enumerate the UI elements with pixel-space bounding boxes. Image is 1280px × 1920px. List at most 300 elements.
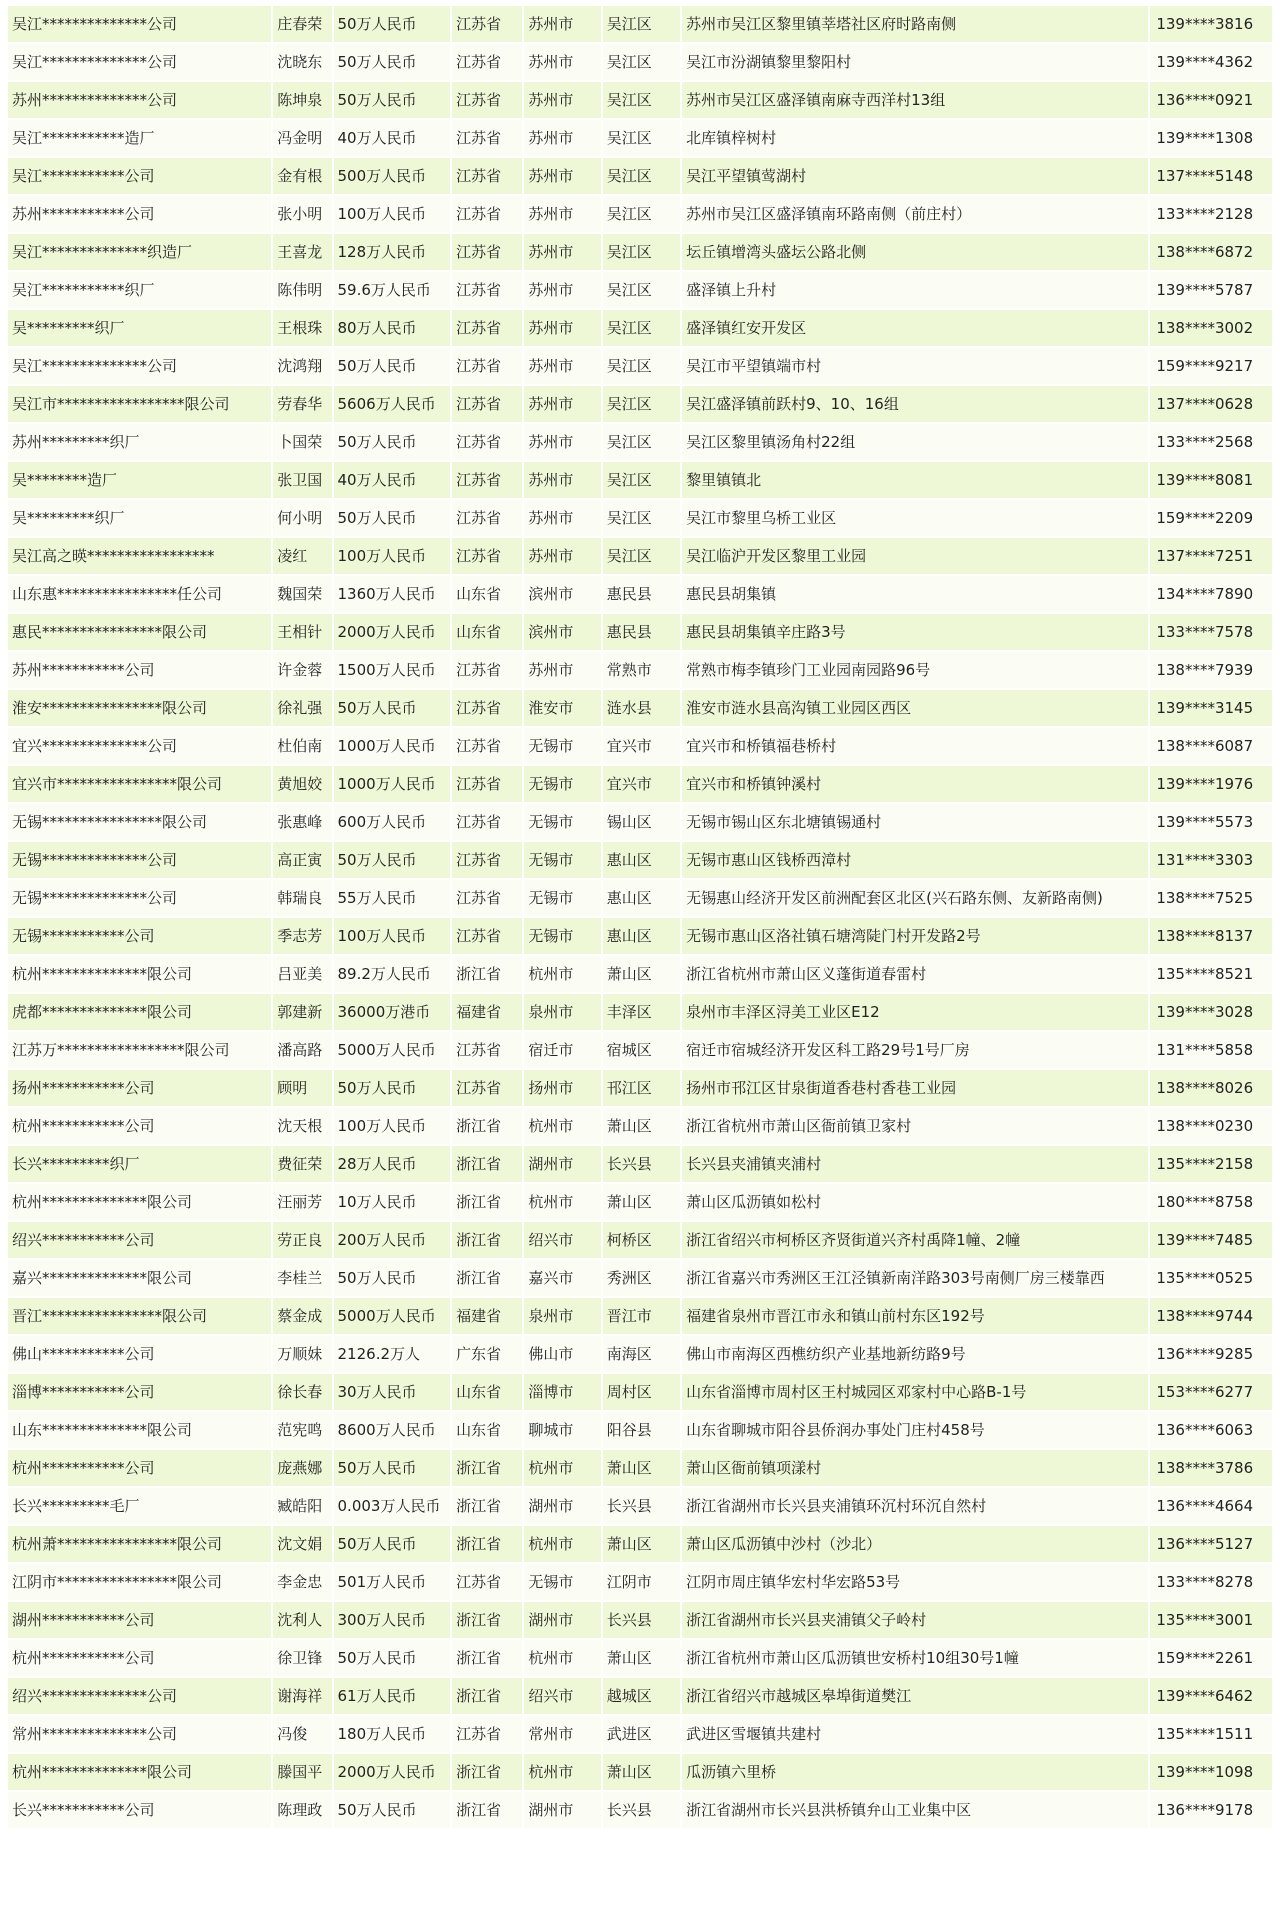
province-cell: 江苏省 (452, 120, 522, 156)
company-name-cell: 吴********造厂 (8, 462, 271, 498)
company-name-cell: 苏州***********公司 (8, 196, 271, 232)
table-row (8, 1298, 1272, 1334)
district-cell: 吴江区 (603, 120, 680, 156)
district-cell: 吴江区 (603, 348, 680, 384)
capital-cell: 300万人民币 (334, 1602, 451, 1638)
address-cell: 淮安市涟水县高沟镇工业园区西区 (682, 690, 1148, 726)
legal-rep-cell: 劳春华 (273, 386, 331, 422)
address-cell: 宜兴市和桥镇钟溪村 (682, 766, 1148, 802)
district-cell: 吴江区 (603, 6, 680, 42)
province-cell: 浙江省 (452, 1260, 522, 1296)
phone-cell: 135****2158 (1150, 1146, 1272, 1182)
address-cell: 无锡市锡山区东北塘镇锡通村 (682, 804, 1148, 840)
city-cell: 绍兴市 (524, 1222, 600, 1258)
capital-cell: 55万人民币 (334, 880, 451, 916)
capital-cell: 5606万人民币 (334, 386, 451, 422)
city-cell: 无锡市 (524, 842, 600, 878)
table-row (8, 918, 1272, 954)
province-cell: 江苏省 (452, 652, 522, 688)
address-cell: 吴江平望镇莺湖村 (682, 158, 1148, 194)
phone-cell: 138****0230 (1150, 1108, 1272, 1144)
city-cell: 杭州市 (524, 1450, 600, 1486)
province-cell: 浙江省 (452, 1678, 522, 1714)
address-cell: 萧山区衙前镇项漾村 (682, 1450, 1148, 1486)
legal-rep-cell: 金有根 (273, 158, 331, 194)
table-row (8, 1070, 1272, 1106)
table-row (8, 500, 1272, 536)
district-cell: 邗江区 (603, 1070, 680, 1106)
phone-cell: 159****2209 (1150, 500, 1272, 536)
district-cell: 吴江区 (603, 82, 680, 118)
phone-cell: 139****6462 (1150, 1678, 1272, 1714)
address-cell: 北库镇梓树村 (682, 120, 1148, 156)
company-name-cell: 吴江***********造厂 (8, 120, 271, 156)
phone-cell: 138****8026 (1150, 1070, 1272, 1106)
table-row (8, 386, 1272, 422)
capital-cell: 5000万人民币 (334, 1298, 451, 1334)
company-name-cell: 宜兴市****************限公司 (8, 766, 271, 802)
province-cell: 浙江省 (452, 1640, 522, 1676)
capital-cell: 40万人民币 (334, 120, 451, 156)
capital-cell: 59.6万人民币 (334, 272, 451, 308)
table-row (8, 614, 1272, 650)
legal-rep-cell: 徐卫锋 (273, 1640, 331, 1676)
phone-cell: 159****9217 (1150, 348, 1272, 384)
legal-rep-cell: 许金蓉 (273, 652, 331, 688)
district-cell: 江阴市 (603, 1564, 680, 1600)
legal-rep-cell: 季志芳 (273, 918, 331, 954)
address-cell: 长兴县夹浦镇夹浦村 (682, 1146, 1148, 1182)
company-name-cell: 山东**************限公司 (8, 1412, 271, 1448)
legal-rep-cell: 庄春荣 (273, 6, 331, 42)
city-cell: 杭州市 (524, 1184, 600, 1220)
table-row (8, 538, 1272, 574)
company-name-cell: 惠民****************限公司 (8, 614, 271, 650)
city-cell: 嘉兴市 (524, 1260, 600, 1296)
phone-cell: 139****3145 (1150, 690, 1272, 726)
district-cell: 宜兴市 (603, 766, 680, 802)
province-cell: 浙江省 (452, 1754, 522, 1790)
company-name-cell: 吴江**************公司 (8, 348, 271, 384)
capital-cell: 50万人民币 (334, 500, 451, 536)
city-cell: 宿迁市 (524, 1032, 600, 1068)
city-cell: 苏州市 (524, 272, 600, 308)
phone-cell: 180****8758 (1150, 1184, 1272, 1220)
province-cell: 江苏省 (452, 880, 522, 916)
province-cell: 福建省 (452, 994, 522, 1030)
city-cell: 苏州市 (524, 462, 600, 498)
address-cell: 泉州市丰泽区浔美工业区E12 (682, 994, 1148, 1030)
address-cell: 瓜沥镇六里桥 (682, 1754, 1148, 1790)
province-cell: 山东省 (452, 1374, 522, 1410)
legal-rep-cell: 魏国荣 (273, 576, 331, 612)
legal-rep-cell: 潘高路 (273, 1032, 331, 1068)
legal-rep-cell: 李桂兰 (273, 1260, 331, 1296)
city-cell: 无锡市 (524, 880, 600, 916)
address-cell: 浙江省杭州市萧山区衙前镇卫家村 (682, 1108, 1148, 1144)
capital-cell: 128万人民币 (334, 234, 451, 270)
address-cell: 吴江市平望镇端市村 (682, 348, 1148, 384)
district-cell: 萧山区 (603, 956, 680, 992)
table-row (8, 120, 1272, 156)
city-cell: 杭州市 (524, 956, 600, 992)
province-cell: 江苏省 (452, 842, 522, 878)
district-cell: 阳谷县 (603, 1412, 680, 1448)
district-cell: 宜兴市 (603, 728, 680, 764)
district-cell: 惠山区 (603, 880, 680, 916)
province-cell: 江苏省 (452, 310, 522, 346)
capital-cell: 100万人民币 (334, 538, 451, 574)
table-row (8, 1374, 1272, 1410)
province-cell: 江苏省 (452, 386, 522, 422)
city-cell: 苏州市 (524, 652, 600, 688)
city-cell: 杭州市 (524, 1108, 600, 1144)
table-row (8, 1488, 1272, 1524)
district-cell: 吴江区 (603, 462, 680, 498)
phone-cell: 139****1098 (1150, 1754, 1272, 1790)
phone-cell: 135****3001 (1150, 1602, 1272, 1638)
table-row (8, 766, 1272, 802)
capital-cell: 36000万港币 (334, 994, 451, 1030)
city-cell: 苏州市 (524, 158, 600, 194)
city-cell: 泉州市 (524, 994, 600, 1030)
capital-cell: 5000万人民币 (334, 1032, 451, 1068)
capital-cell: 500万人民币 (334, 158, 451, 194)
district-cell: 晋江市 (603, 1298, 680, 1334)
address-cell: 苏州市吴江区盛泽镇南环路南侧（前庄村） (682, 196, 1148, 232)
capital-cell: 2000万人民币 (334, 1754, 451, 1790)
legal-rep-cell: 王根珠 (273, 310, 331, 346)
district-cell: 柯桥区 (603, 1222, 680, 1258)
table-row (8, 272, 1272, 308)
district-cell: 萧山区 (603, 1640, 680, 1676)
legal-rep-cell: 冯金明 (273, 120, 331, 156)
address-cell: 坛丘镇增湾头盛坛公路北侧 (682, 234, 1148, 270)
city-cell: 滨州市 (524, 576, 600, 612)
city-cell: 淮安市 (524, 690, 600, 726)
city-cell: 苏州市 (524, 538, 600, 574)
table-row (8, 576, 1272, 612)
address-cell: 黎里镇镇北 (682, 462, 1148, 498)
province-cell: 浙江省 (452, 1184, 522, 1220)
legal-rep-cell: 高正寅 (273, 842, 331, 878)
legal-rep-cell: 黄旭姣 (273, 766, 331, 802)
address-cell: 吴江市汾湖镇黎里黎阳村 (682, 44, 1148, 80)
province-cell: 江苏省 (452, 918, 522, 954)
phone-cell: 138****9744 (1150, 1298, 1272, 1334)
province-cell: 山东省 (452, 614, 522, 650)
address-cell: 江阴市周庄镇华宏村华宏路53号 (682, 1564, 1148, 1600)
address-cell: 无锡市惠山区钱桥西漳村 (682, 842, 1148, 878)
table-row (8, 1184, 1272, 1220)
address-cell: 苏州市吴江区黎里镇莘塔社区府时路南侧 (682, 6, 1148, 42)
city-cell: 无锡市 (524, 918, 600, 954)
province-cell: 江苏省 (452, 44, 522, 80)
province-cell: 浙江省 (452, 1108, 522, 1144)
city-cell: 苏州市 (524, 6, 600, 42)
capital-cell: 50万人民币 (334, 842, 451, 878)
phone-cell: 137****7251 (1150, 538, 1272, 574)
company-name-cell: 宜兴**************公司 (8, 728, 271, 764)
phone-cell: 137****5148 (1150, 158, 1272, 194)
city-cell: 苏州市 (524, 348, 600, 384)
phone-cell: 139****8081 (1150, 462, 1272, 498)
table-row (8, 1792, 1272, 1828)
table-row (8, 1108, 1272, 1144)
district-cell: 吴江区 (603, 500, 680, 536)
address-cell: 福建省泉州市晋江市永和镇山前村东区192号 (682, 1298, 1148, 1334)
district-cell: 宿城区 (603, 1032, 680, 1068)
table-row (8, 1146, 1272, 1182)
province-cell: 江苏省 (452, 158, 522, 194)
district-cell: 常熟市 (603, 652, 680, 688)
company-name-cell: 吴江**************织造厂 (8, 234, 271, 270)
district-cell: 秀洲区 (603, 1260, 680, 1296)
district-cell: 长兴县 (603, 1146, 680, 1182)
phone-cell: 133****2128 (1150, 196, 1272, 232)
legal-rep-cell: 沈利人 (273, 1602, 331, 1638)
table-row (8, 158, 1272, 194)
company-name-cell: 吴*********织厂 (8, 310, 271, 346)
phone-cell: 135****1511 (1150, 1716, 1272, 1752)
legal-rep-cell: 韩瑞良 (273, 880, 331, 916)
city-cell: 泉州市 (524, 1298, 600, 1334)
company-name-cell: 淄博***********公司 (8, 1374, 271, 1410)
company-name-cell: 江苏万*****************限公司 (8, 1032, 271, 1068)
legal-rep-cell: 杜伯南 (273, 728, 331, 764)
table-row (8, 462, 1272, 498)
phone-cell: 136****9178 (1150, 1792, 1272, 1828)
capital-cell: 1000万人民币 (334, 766, 451, 802)
province-cell: 江苏省 (452, 500, 522, 536)
capital-cell: 1360万人民币 (334, 576, 451, 612)
company-name-cell: 杭州**************限公司 (8, 956, 271, 992)
table-row (8, 804, 1272, 840)
city-cell: 苏州市 (524, 386, 600, 422)
capital-cell: 600万人民币 (334, 804, 451, 840)
district-cell: 长兴县 (603, 1792, 680, 1828)
province-cell: 浙江省 (452, 1602, 522, 1638)
table-row (8, 196, 1272, 232)
province-cell: 江苏省 (452, 6, 522, 42)
district-cell: 周村区 (603, 1374, 680, 1410)
capital-cell: 100万人民币 (334, 196, 451, 232)
legal-rep-cell: 陈理政 (273, 1792, 331, 1828)
province-cell: 江苏省 (452, 1716, 522, 1752)
city-cell: 苏州市 (524, 82, 600, 118)
capital-cell: 100万人民币 (334, 918, 451, 954)
address-cell: 吴江市黎里乌桥工业区 (682, 500, 1148, 536)
address-cell: 萧山区瓜沥镇中沙村（沙北） (682, 1526, 1148, 1562)
legal-rep-cell: 谢海祥 (273, 1678, 331, 1714)
company-name-cell: 吴江市*****************限公司 (8, 386, 271, 422)
address-cell: 常熟市梅李镇珍门工业园南园路96号 (682, 652, 1148, 688)
district-cell: 长兴县 (603, 1602, 680, 1638)
address-cell: 惠民县胡集镇辛庄路3号 (682, 614, 1148, 650)
phone-cell: 133****2568 (1150, 424, 1272, 460)
legal-rep-cell: 费征荣 (273, 1146, 331, 1182)
city-cell: 杭州市 (524, 1640, 600, 1676)
legal-rep-cell: 陈坤泉 (273, 82, 331, 118)
company-table (6, 4, 1274, 1830)
phone-cell: 138****7525 (1150, 880, 1272, 916)
table-row (8, 1260, 1272, 1296)
phone-cell: 136****6063 (1150, 1412, 1272, 1448)
province-cell: 福建省 (452, 1298, 522, 1334)
district-cell: 吴江区 (603, 538, 680, 574)
company-name-cell: 杭州萧****************限公司 (8, 1526, 271, 1562)
city-cell: 淄博市 (524, 1374, 600, 1410)
district-cell: 吴江区 (603, 44, 680, 80)
province-cell: 江苏省 (452, 234, 522, 270)
legal-rep-cell: 王相针 (273, 614, 331, 650)
capital-cell: 10万人民币 (334, 1184, 451, 1220)
table-row (8, 82, 1272, 118)
phone-cell: 138****6087 (1150, 728, 1272, 764)
company-name-cell: 无锡**************公司 (8, 880, 271, 916)
address-cell: 吴江区黎里镇汤角村22组 (682, 424, 1148, 460)
province-cell: 江苏省 (452, 690, 522, 726)
city-cell: 苏州市 (524, 424, 600, 460)
city-cell: 无锡市 (524, 1564, 600, 1600)
phone-cell: 139****3816 (1150, 6, 1272, 42)
table-row (8, 690, 1272, 726)
city-cell: 无锡市 (524, 728, 600, 764)
table-row (8, 234, 1272, 270)
legal-rep-cell: 吕亚美 (273, 956, 331, 992)
city-cell: 杭州市 (524, 1754, 600, 1790)
legal-rep-cell: 庞燕娜 (273, 1450, 331, 1486)
company-name-cell: 嘉兴**************限公司 (8, 1260, 271, 1296)
legal-rep-cell: 沈天根 (273, 1108, 331, 1144)
company-name-cell: 苏州***********公司 (8, 652, 271, 688)
legal-rep-cell: 沈文娟 (273, 1526, 331, 1562)
phone-cell: 135****0525 (1150, 1260, 1272, 1296)
city-cell: 苏州市 (524, 44, 600, 80)
legal-rep-cell: 顾明 (273, 1070, 331, 1106)
province-cell: 江苏省 (452, 538, 522, 574)
table-row (8, 6, 1272, 42)
district-cell: 丰泽区 (603, 994, 680, 1030)
company-name-cell: 吴江高之暎***************** (8, 538, 271, 574)
company-name-cell: 吴*********织厂 (8, 500, 271, 536)
district-cell: 吴江区 (603, 196, 680, 232)
province-cell: 江苏省 (452, 1564, 522, 1600)
city-cell: 苏州市 (524, 310, 600, 346)
capital-cell: 2126.2万人 (334, 1336, 451, 1372)
district-cell: 吴江区 (603, 272, 680, 308)
province-cell: 浙江省 (452, 956, 522, 992)
address-cell: 浙江省绍兴市越城区皋埠街道樊江 (682, 1678, 1148, 1714)
province-cell: 江苏省 (452, 348, 522, 384)
capital-cell: 501万人民币 (334, 1564, 451, 1600)
capital-cell: 89.2万人民币 (334, 956, 451, 992)
legal-rep-cell: 张卫国 (273, 462, 331, 498)
address-cell: 宿迁市宿城经济开发区科工路29号1号厂房 (682, 1032, 1148, 1068)
phone-cell: 131****3303 (1150, 842, 1272, 878)
city-cell: 苏州市 (524, 234, 600, 270)
district-cell: 吴江区 (603, 310, 680, 346)
address-cell: 萧山区瓜沥镇如松村 (682, 1184, 1148, 1220)
phone-cell: 139****4362 (1150, 44, 1272, 80)
phone-cell: 131****5858 (1150, 1032, 1272, 1068)
legal-rep-cell: 沈鸿翔 (273, 348, 331, 384)
phone-cell: 133****8278 (1150, 1564, 1272, 1600)
phone-cell: 139****7485 (1150, 1222, 1272, 1258)
table-row (8, 1222, 1272, 1258)
address-cell: 宜兴市和桥镇福巷桥村 (682, 728, 1148, 764)
table-row (8, 728, 1272, 764)
address-cell: 浙江省杭州市萧山区瓜沥镇世安桥村10组30号1幢 (682, 1640, 1148, 1676)
city-cell: 扬州市 (524, 1070, 600, 1106)
table-row (8, 1754, 1272, 1790)
company-table-container (6, 4, 1274, 1916)
address-cell: 山东省聊城市阳谷县侨润办事处门庄村458号 (682, 1412, 1148, 1448)
district-cell: 涟水县 (603, 690, 680, 726)
city-cell: 苏州市 (524, 500, 600, 536)
company-name-cell: 湖州***********公司 (8, 1602, 271, 1638)
capital-cell: 180万人民币 (334, 1716, 451, 1752)
company-name-cell: 扬州***********公司 (8, 1070, 271, 1106)
address-cell: 浙江省杭州市萧山区义蓬街道春雷村 (682, 956, 1148, 992)
capital-cell: 50万人民币 (334, 690, 451, 726)
company-name-cell: 无锡****************限公司 (8, 804, 271, 840)
company-name-cell: 杭州**************限公司 (8, 1184, 271, 1220)
city-cell: 杭州市 (524, 1526, 600, 1562)
province-cell: 江苏省 (452, 272, 522, 308)
legal-rep-cell: 卜国荣 (273, 424, 331, 460)
district-cell: 吴江区 (603, 424, 680, 460)
province-cell: 浙江省 (452, 1792, 522, 1828)
legal-rep-cell: 凌红 (273, 538, 331, 574)
company-name-cell: 苏州**************公司 (8, 82, 271, 118)
company-name-cell: 吴江**************公司 (8, 6, 271, 42)
company-name-cell: 吴江***********公司 (8, 158, 271, 194)
phone-cell: 137****0628 (1150, 386, 1272, 422)
table-row (8, 1678, 1272, 1714)
capital-cell: 2000万人民币 (334, 614, 451, 650)
district-cell: 萧山区 (603, 1526, 680, 1562)
district-cell: 惠山区 (603, 842, 680, 878)
company-name-cell: 晋江****************限公司 (8, 1298, 271, 1334)
city-cell: 无锡市 (524, 766, 600, 802)
legal-rep-cell: 王喜龙 (273, 234, 331, 270)
company-name-cell: 无锡***********公司 (8, 918, 271, 954)
table-row (8, 842, 1272, 878)
legal-rep-cell: 李金忠 (273, 1564, 331, 1600)
city-cell: 湖州市 (524, 1602, 600, 1638)
province-cell: 江苏省 (452, 82, 522, 118)
legal-rep-cell: 何小明 (273, 500, 331, 536)
district-cell: 惠民县 (603, 614, 680, 650)
company-name-cell: 绍兴**************公司 (8, 1678, 271, 1714)
table-row (8, 880, 1272, 916)
legal-rep-cell: 汪丽芳 (273, 1184, 331, 1220)
address-cell: 浙江省嘉兴市秀洲区王江泾镇新南洋路303号南侧厂房三楼靠西 (682, 1260, 1148, 1296)
capital-cell: 50万人民币 (334, 1640, 451, 1676)
capital-cell: 50万人民币 (334, 1792, 451, 1828)
district-cell: 吴江区 (603, 234, 680, 270)
legal-rep-cell: 徐礼强 (273, 690, 331, 726)
district-cell: 吴江区 (603, 158, 680, 194)
province-cell: 江苏省 (452, 766, 522, 802)
province-cell: 江苏省 (452, 196, 522, 232)
phone-cell: 138****7939 (1150, 652, 1272, 688)
province-cell: 江苏省 (452, 424, 522, 460)
city-cell: 湖州市 (524, 1792, 600, 1828)
table-row (8, 1412, 1272, 1448)
legal-rep-cell: 冯俊 (273, 1716, 331, 1752)
